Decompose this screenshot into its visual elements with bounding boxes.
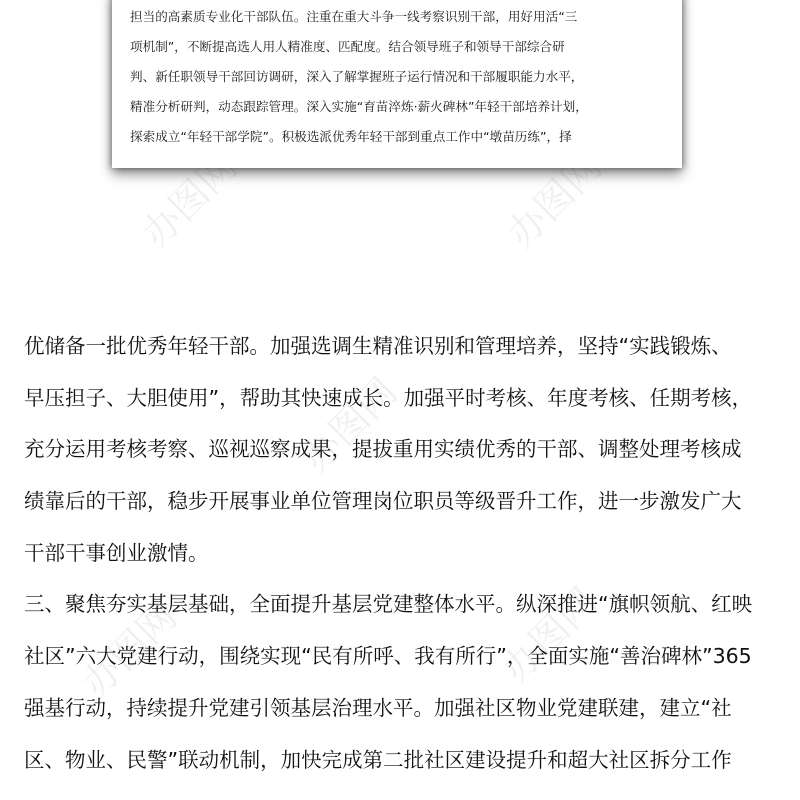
card-line: 担当的高素质专业化干部队伍。注重在重大斗争一线考察识别干部，用好用活“三	[130, 9, 578, 24]
body-line: 社区”六大党建行动，围绕实现“民有所呼、我有所行”，全面实施“善治碑林”365	[24, 644, 752, 669]
card-line: 探索成立“年轻干部学院”。积极选派优秀年轻干部到重点工作中“墩苗历练”，择	[130, 129, 572, 144]
card-line: 精准分析研判，动态跟踪管理。深入实施“育苗淬炼·薪火碑林”年轻干部培养计划，	[130, 99, 588, 114]
body-line: 充分运用考核考察、巡视巡察成果，提拔重用实绩优秀的干部、调整处理考核成	[24, 437, 742, 462]
card-line: 项机制”，不断提高选人用人精准度、匹配度。结合领导班子和领导干部综合研	[130, 39, 565, 54]
body-line: 强基行动，持续提升党建引领基层治理水平。加强社区物业党建联建，建立“社	[24, 695, 732, 720]
body-line: 干部干事创业激情。	[24, 540, 209, 565]
watermark: 办图网	[133, 144, 246, 256]
watermark: 办图网	[493, 579, 606, 691]
watermark: 办图网	[73, 594, 186, 706]
section-heading-line: 三、聚焦夯实基层基础，全面提升基层党建整体水平。纵深推进“旗帜领航、红映	[24, 592, 753, 617]
document-page-preview	[112, 0, 682, 168]
watermark: 办图网	[498, 144, 611, 256]
card-paragraph	[130, 2, 664, 152]
watermark: 办图网	[293, 369, 406, 481]
body-line: 绩靠后的干部，稳步开展事业单位管理岗位职员等级晋升工作，进一步激发广大	[24, 489, 742, 514]
body-line: 优储备一批优秀年轻干部。加强选调生精准识别和管理培养，坚持“实践锻炼、	[24, 334, 732, 358]
card-line: 判、新任职领导干部回访调研，深入了解掌握班子运行情况和干部履职能力水平，	[130, 69, 584, 84]
body-line: 早压担子、大胆使用”，帮助其快速成长。加强平时考核、年度考核、任期考核，	[24, 385, 753, 410]
body-line: 区、物业、民警”联动机制，加快完成第二批社区建设提升和超大社区拆分工作	[24, 747, 732, 772]
body-paragraphs	[24, 321, 784, 786]
